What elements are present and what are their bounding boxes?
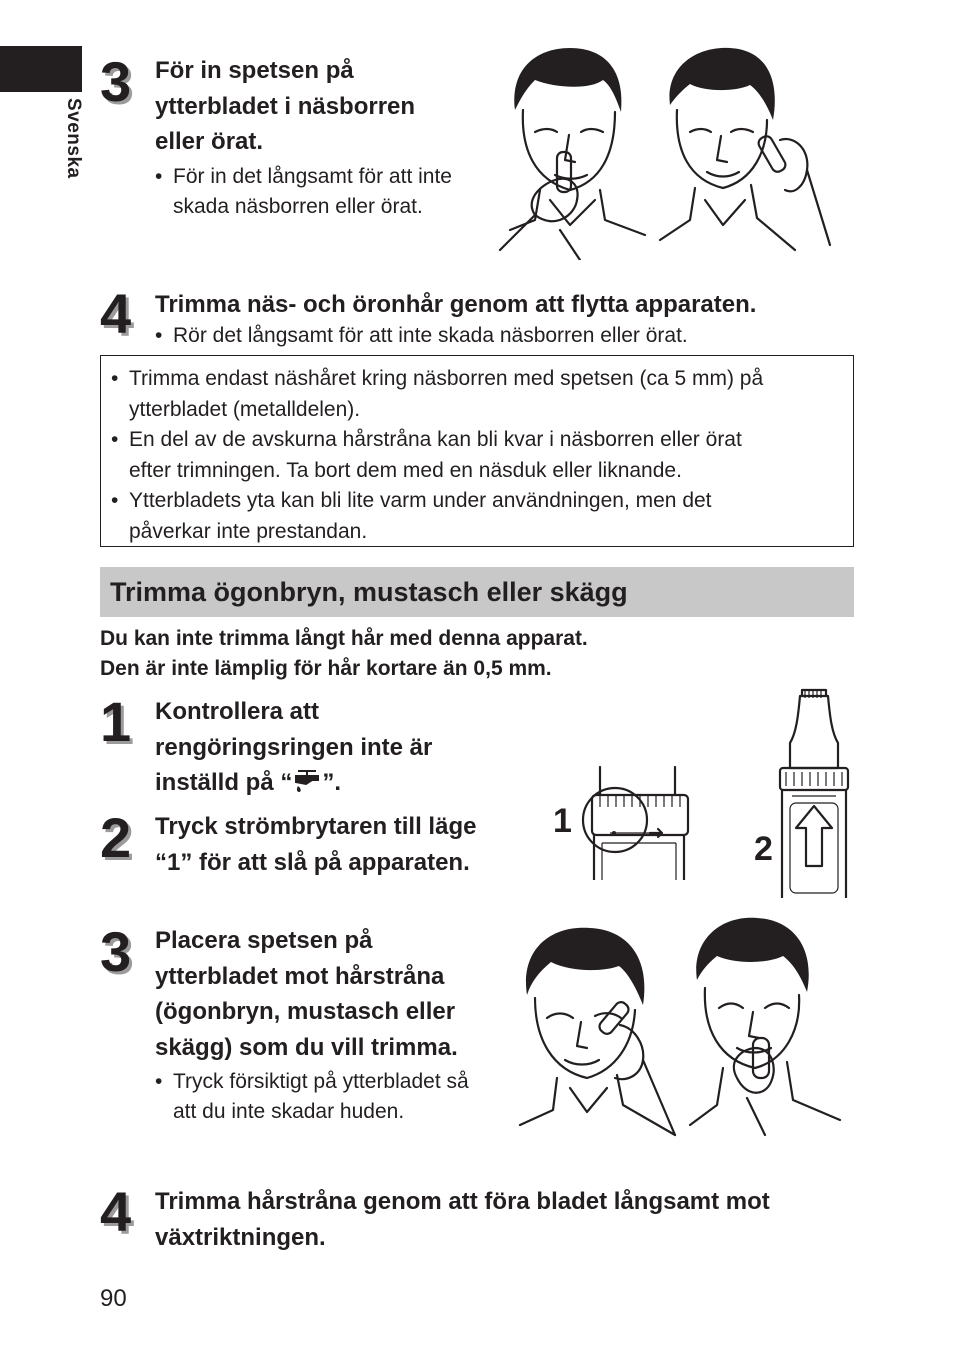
step-title-part: ”. xyxy=(322,769,342,796)
section-title: Trimma ögonbryn, mustasch eller skägg xyxy=(110,577,628,607)
section-intro xyxy=(100,624,588,684)
face-ear-icon xyxy=(660,48,830,250)
step-title-line: ytterbladet mot hårstråna xyxy=(155,962,445,990)
note-line: Ytterbladets yta kan bli lite varm under användningen, men det xyxy=(129,489,712,512)
step-title-line: rengöringsringen inte är xyxy=(155,733,433,761)
trimmer-power-figure xyxy=(778,688,850,898)
note-line: ytterbladet (metalldelen). xyxy=(129,397,361,421)
notes-box xyxy=(100,355,854,547)
step-2-beard-text xyxy=(155,809,515,880)
bullet-line: att du inte skadar huden. xyxy=(173,1100,405,1123)
water-tap-icon xyxy=(292,768,322,794)
note-line: efter trimningen. Ta bort dem med en näsduk eller liknande. xyxy=(129,458,682,482)
step-3-beard-text xyxy=(155,923,515,1127)
step-4-beard-text xyxy=(155,1184,855,1255)
step-number-3-nose: 3 xyxy=(100,50,132,113)
bullet-line: För in det långsamt för att inte xyxy=(173,164,452,188)
step-title-line: Kontrollera att xyxy=(155,698,320,725)
figure-label-2: 2 xyxy=(754,830,773,868)
step-title-line: skägg) som du vill trimma. xyxy=(155,1033,458,1061)
note-item xyxy=(111,486,843,547)
step-title-line xyxy=(155,765,515,801)
bullet-line: skada näsborren eller örat. xyxy=(173,194,423,218)
note-item xyxy=(111,364,843,425)
bullet-line: Tryck försiktigt på ytterbladet så xyxy=(173,1070,469,1093)
step-number-4-beard: 4 xyxy=(100,1180,132,1243)
intro-line: Den är inte lämplig för hår kortare än 0,5 mm. xyxy=(100,657,552,680)
step-number-3-beard: 3 xyxy=(100,920,132,983)
step-title-part: inställd på “ xyxy=(155,769,293,796)
step-4-nose-title: Trimma näs- och öronhår genom att flytta apparaten. xyxy=(155,291,757,318)
step-number-4-nose: 4 xyxy=(100,282,132,345)
step-number-2-beard: 2 xyxy=(100,806,132,869)
page-number: 90 xyxy=(100,1285,127,1312)
step-title-line: För in spetsen på xyxy=(155,57,354,84)
step-title-line: växtriktningen. xyxy=(155,1223,326,1251)
step-title-line: Tryck strömbrytaren till läge xyxy=(155,813,477,840)
step-bullet xyxy=(155,1067,515,1127)
step-title-line: Trimma hårstråna genom att föra bladet långsamt mot xyxy=(155,1188,770,1215)
step-1-beard-text xyxy=(155,694,515,801)
note-line: Trimma endast näshåret kring näsborren med spetsen (ca 5 mm) på xyxy=(129,367,764,390)
nose-ear-trimming-illustration xyxy=(495,40,835,260)
face-eyebrow-icon xyxy=(520,928,675,1135)
face-mustache-icon xyxy=(690,918,840,1135)
step-title-line: eller örat. xyxy=(155,128,264,155)
language-tab xyxy=(0,46,82,92)
step-number-1-beard: 1 xyxy=(100,690,132,753)
cleaning-ring-figure xyxy=(580,765,692,880)
step-4-nose-bullet: • Rör det långsamt för att inte skada näsborren eller örat. xyxy=(155,321,873,351)
step-title-line: ytterbladet i näsborren xyxy=(155,92,416,120)
step-title-line: (ögonbryn, mustasch eller xyxy=(155,998,456,1025)
face-nose-icon xyxy=(500,48,645,260)
note-item xyxy=(111,425,843,486)
note-line: påverkar inte prestandan. xyxy=(129,519,368,543)
step-3-nose-text xyxy=(155,53,495,222)
eyebrow-mustache-trimming-illustration xyxy=(515,910,845,1140)
step-bullet xyxy=(155,162,495,222)
note-line: En del av de avskurna hårstråna kan bli kvar i näsborren eller örat xyxy=(129,428,742,451)
language-label: Svenska xyxy=(63,98,84,179)
step-title-line: Placera spetsen på xyxy=(155,927,373,954)
figure-label-1: 1 xyxy=(553,802,572,840)
step-title-line: “1” för att slå på apparaten. xyxy=(155,848,470,876)
intro-line: Du kan inte trimma långt hår med denna apparat. xyxy=(100,627,588,650)
